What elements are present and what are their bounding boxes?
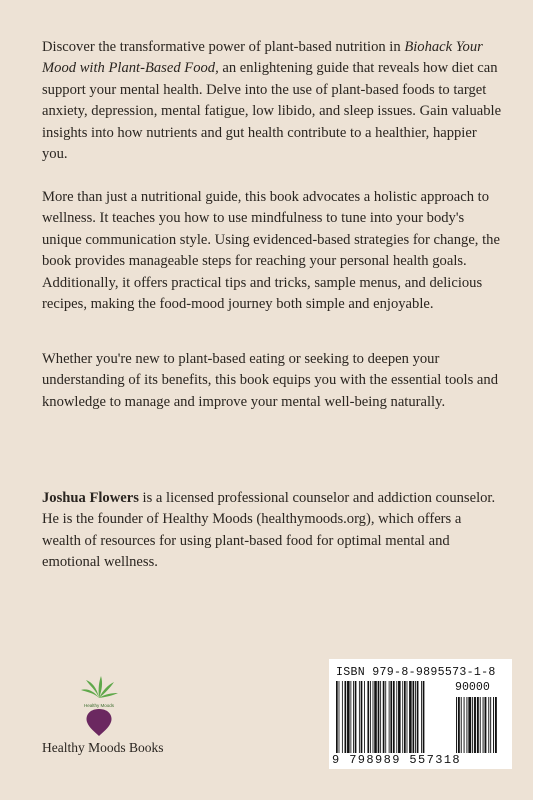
beet-icon bbox=[78, 676, 120, 736]
logo-text: Healthy Moods bbox=[83, 703, 115, 708]
book-title: Biohack Your Mood with Plant-Based Food, bbox=[42, 39, 483, 77]
ean-digits: 9 798989 557318 bbox=[332, 753, 462, 767]
price-code: 90000 bbox=[455, 681, 490, 694]
isbn-label: ISBN 979-8-9895573-1-8 bbox=[336, 666, 496, 679]
description-paragraph-3: Whether you're new to plant-based eating or seeking to deepen your understanding of its benefits, this book equips you with the essential tools and knowledge to manage and improve your mental well-being naturally. bbox=[42, 351, 498, 410]
author-bio-text: is a licensed professional counselor and addiction counselor. He is the founder of Healthy Moods (healthymoods.org), which offers a wealth of resources for using plant-based food for optimal mental and emotional wellness. bbox=[42, 490, 496, 571]
description-paragraph-2: More than just a nutritional guide, this book advocates a holistic approach to wellness. It teaches you how to use mindfulness to tune into your body's unique communication style. Using evidenced-based strategies for change, the book provides manageable steps for reaching your personal health goals. Additionally, it offers practical tips and tricks, sample menus, and delicious recipes, making the food-mood journey both simple and enjoyable. bbox=[42, 189, 500, 313]
publisher-name: Healthy Moods Books bbox=[42, 740, 164, 755]
author-name: Joshua Flowers bbox=[42, 490, 139, 506]
description-text: Discover the transformative power of plant-based nutrition in bbox=[42, 39, 405, 55]
author-bio bbox=[42, 488, 502, 574]
description-paragraph-1 bbox=[42, 37, 502, 165]
description-text: an enlightening guide that reveals how diet can support your mental health. Delve into the use of plant-based foods to target anxiety, depression, mental fatigue, low libido, and sleep issues. Gain valuable insights into how nutrients and gut health contribute to a healthier, happier you. bbox=[42, 60, 502, 163]
